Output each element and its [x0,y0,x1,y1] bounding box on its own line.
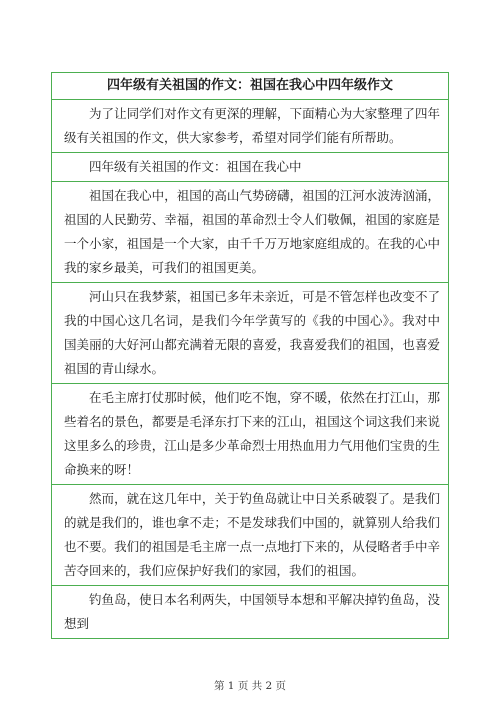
paragraph-cell [52,282,448,383]
body-paragraph: 钓鱼岛，使日本名利两失，中国领导本想和平解决掉钓鱼岛，没想到 [64,592,440,631]
document-table [51,72,449,639]
paragraph-cell [52,99,448,152]
body-paragraph: 祖国在我心中，祖国的高山气势磅礴，祖国的江河水波涛汹涌，祖国的人民勤劳、幸福，祖国的革命烈士令人们敬佩，祖国的家庭是一个小家，祖国是一个大家，由千千万万地家庭组成的。在我的心中我的家乡最美，可我们的祖国更美。 [64,188,440,275]
paragraph-cell [52,383,448,484]
paragraph-cell [52,484,448,585]
body-paragraph: 然而，就在这几年中，关于钓鱼岛就让中日关系破裂了。是我们的就是我们的，谁也拿不走；不是发球我们中国的，就算别人给我们也不要。我们的祖国是毛主席一点一点地打下来的，从侵略者手中辛苦夺回来的，我们应保护好我们的家园，我们的祖国。 [64,491,440,578]
essay-subtitle: 四年级有关祖国的作文：祖国在我心中 [89,159,302,174]
body-paragraph: 在毛主席打仗那时候，他们吃不饱，穿不暖，依然在打江山，那些着名的景色，都要是毛泽东打下来的江山，祖国这个词这我们来说这里多么的珍贵，江山是多少革命烈士用热血用力气用他们宝贵的生命换来的呀！ [64,390,440,477]
paragraph-cell [52,181,448,282]
paragraph-cell [52,152,448,181]
intro-paragraph: 为了让同学们对作文有更深的理解，下面精心为大家整理了四年级有关祖国的作文，供大家参考，希望对同学们能有所帮助。 [64,106,440,145]
document-title: 四年级有关祖国的作文：祖国在我心中四年级作文 [106,78,393,93]
body-paragraph: 河山只在我梦萦，祖国已多年未亲近，可是不管怎样也改变不了我的中国心这几名词，是我们今年学黄写的《我的中国心》。我对中国美丽的大好河山都充满着无限的喜爱，我喜爱我们的祖国，也喜爱祖国的青山绿水。 [64,289,440,376]
paragraph-cell [52,585,448,638]
page-number-footer: 第 1 页 共 2 页 [213,680,287,692]
